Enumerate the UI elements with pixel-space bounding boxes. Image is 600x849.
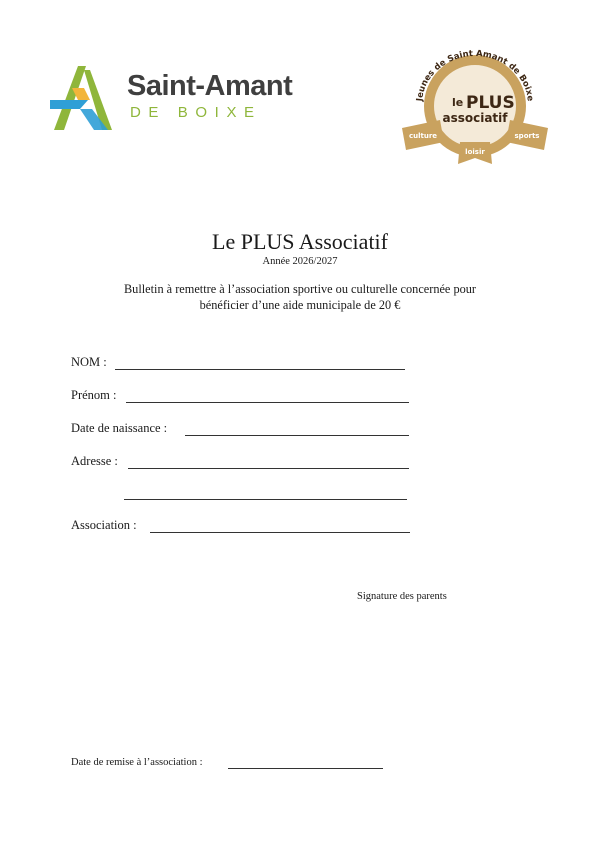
badge-le: le [452,96,464,109]
document-title: Le PLUS Associatif [212,229,388,254]
prenom-label: Prénom : [71,388,117,402]
signature-label: Signature des parents [357,591,447,602]
badge-plus: PLUS [466,93,515,113]
date-naissance-label: Date de naissance : [71,421,168,435]
badge-associatif: associatif [442,111,508,125]
saint-amant-logo-icon [50,66,120,130]
nom-label: NOM : [71,355,107,369]
logo-subtitle: DE BOIXE [130,104,262,121]
nom-field[interactable] [115,369,405,370]
date-naissance-field[interactable] [185,435,409,436]
logo-name: Saint-Amant [127,70,293,102]
intro-line-1: Bulletin à remettre à l’association sportive ou culturelle concernée pour [123,282,477,296]
adresse-label: Adresse : [71,454,118,468]
association-field[interactable] [150,532,410,533]
intro-line-2: bénéficier d’une aide municipale de 20 € [199,298,401,312]
date-remise-field[interactable] [228,768,383,769]
adresse-field-line-2[interactable] [124,499,407,500]
association-label: Association : [71,518,137,532]
badge-ribbon-sports: sports [514,132,540,140]
document-year: Année 2026/2027 [262,256,338,267]
le-plus-associatif-badge-icon [400,46,550,166]
badge-ribbon-culture: culture [408,132,438,140]
adresse-field-line-1[interactable] [128,468,409,469]
document-intro [60,281,540,313]
prenom-field[interactable] [126,402,409,403]
date-remise-label: Date de remise à l’association : [71,757,203,768]
badge-arc-text: Jeunes de Saint Amant de Boixe [415,48,535,102]
badge-ribbon-loisir: loisir [465,148,485,156]
